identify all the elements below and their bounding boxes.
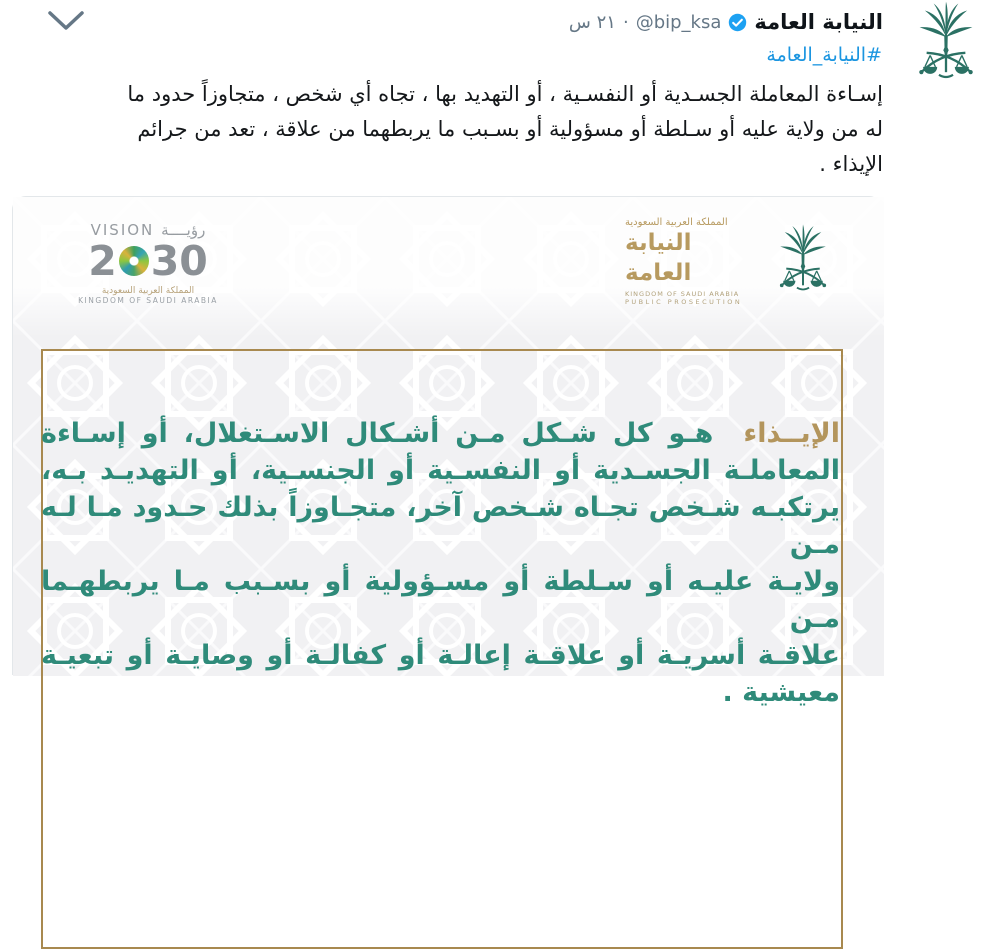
vision-2030-flower-icon (119, 246, 149, 276)
definition-text (41, 415, 840, 711)
tweet-media-image[interactable] (12, 196, 883, 708)
vision-2030-wordmark: VISION رؤيــــة (90, 221, 206, 239)
public-prosecution-logo (625, 215, 841, 307)
tweet-body (5, 77, 883, 182)
author-name[interactable]: النيابة العامة (754, 10, 883, 34)
definition-line: علاقـة أسريـة أو علاقـة إعالـة أو كفالـة أو وصايـة أو تبعيـة (41, 640, 840, 671)
verified-badge-icon (728, 13, 747, 32)
prosecution-kingdom-en: KINGDOM OF SAUDI ARABIA (625, 289, 740, 298)
definition-line: المعاملـة الجسـدية أو النفسـية أو الجنسـية، أو التهديـد بـه، (41, 455, 840, 486)
tweet-header (569, 10, 883, 34)
vision-2030-logo (63, 221, 233, 305)
author-handle[interactable]: @bip_ksa (635, 11, 722, 33)
vision-2030-kingdom-en: KINGDOM OF SAUDI ARABIA (78, 296, 218, 305)
chevron-down-icon[interactable] (46, 8, 86, 34)
avatar[interactable] (900, 0, 992, 88)
tweet-body-line: له من ولاية عليه أو سـلطة أو مسؤولية أو بسـبب ما يربطهما من علاقة ، تعد من جرائم (137, 117, 883, 141)
vision-2030-number: 30 (150, 237, 208, 285)
definition-lead-word: الإيــذاء (743, 418, 840, 449)
tweet-body-line: إسـاءة المعاملة الجسـدية أو النفسـية ، أو التهديد بها ، تجاه أي شخص ، متجاوزاً حدود ما (127, 82, 883, 106)
definition-line: معيشية . (722, 677, 840, 708)
hashtag-link[interactable]: #النيابة_العامة (766, 44, 882, 66)
tweet-body-line: الإيذاء . (819, 152, 883, 176)
vision-2030-kingdom-ar: المملكة العربية السعودية (101, 286, 195, 296)
definition-line: الإيــذاءهـو كل شـكل مـن أشـكال الاسـتغلال، أو إسـاءة (41, 418, 840, 449)
definition-line: يرتكبـه شـخص تجـاه شـخص آخر، متجـاوزاً بذلك حـدود مـا لـه مـن (41, 492, 840, 560)
prosecution-title-ar: النيابة العامة (625, 229, 692, 286)
prosecution-kingdom-ar: المملكة العربية السعودية (625, 216, 728, 228)
separator-dot: · (622, 11, 629, 33)
vision-2030-number: 2 (88, 237, 117, 285)
definition-line: ولايـة عليـه أو سـلطة أو مسـؤولية أو بسـبب مـا يربطهـما مـن (41, 566, 840, 634)
palm-scales-emblem-icon (765, 215, 841, 307)
prosecution-title-en: PUBLIC PROSECUTION (625, 297, 743, 306)
timestamp[interactable]: ٢١ س (568, 11, 616, 33)
